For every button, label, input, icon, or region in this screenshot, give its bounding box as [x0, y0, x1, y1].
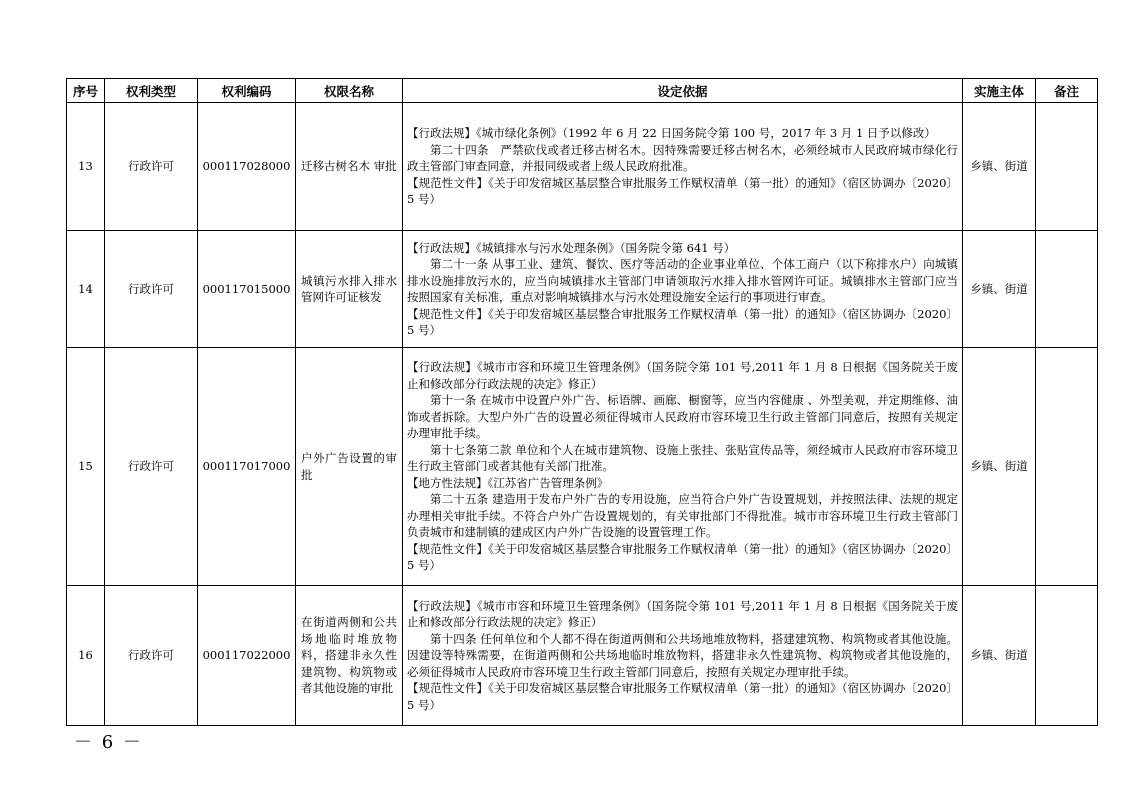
cell-body: 乡镇、街道 — [963, 103, 1036, 231]
table-row — [67, 586, 1098, 726]
basis-paragraph: 【行政法规】《城镇排水与污水处理条例》（国务院令第 641 号） — [407, 240, 736, 255]
cell-body: 乡镇、街道 — [963, 586, 1036, 726]
basis-paragraph: 【行政法规】《城市绿化条例》（1992 年 6 月 22 日国务院令第 100 号，2017 年 3 月 1 日予以修改） — [407, 126, 936, 141]
table-row — [67, 348, 1098, 586]
basis-paragraph: 【规范性文件】《关于印发宿城区基层整合审批服务工作赋权清单（第一批）的通知》（宿区协调办〔2020〕5 号） — [407, 541, 958, 573]
cell-name: 城镇污水排入排水管网许可证核发 — [296, 231, 403, 348]
cell-name: 户外广告设置的审批 — [296, 348, 403, 586]
header-body: 实施主体 — [963, 79, 1036, 103]
header-basis: 设定依据 — [403, 79, 963, 103]
header-index: 序号 — [67, 79, 105, 103]
cell-remark — [1036, 103, 1098, 231]
page-number: － 6 － — [74, 732, 143, 753]
basis-paragraph: 第二十一条 从事工业、建筑、餐饮、医疗等活动的企业事业单位、个体工商户（以下称排水户）向城镇排水设施排放污水的，应当向城镇排水主管部门申请领取污水排入排水管网许可证。城镇排水主管部门应当按照国家有关标准，重点对影响城镇排水与污水处理设施安全运行的事项进行审查。 — [407, 257, 958, 304]
header-code: 权利编码 — [198, 79, 296, 103]
cell-remark — [1036, 348, 1098, 586]
cell-type: 行政许可 — [105, 103, 198, 231]
basis-paragraph: 第十七条第二款 单位和个人在城市建筑物、设施上张挂、张贴宣传品等，须经城市人民政府市容环境卫生行政主管部门或者其他有关部门批准。 — [407, 442, 958, 474]
cell-index: 15 — [67, 348, 105, 586]
basis-paragraph: 【规范性文件】《关于印发宿城区基层整合审批服务工作赋权清单（第一批）的通知》（宿区协调办〔2020〕5 号） — [407, 175, 958, 207]
cell-body: 乡镇、街道 — [963, 348, 1036, 586]
basis-paragraph: 第十四条 任何单位和个人都不得在街道两侧和公共场地堆放物料，搭建建筑物、构筑物或者其他设施。因建设等特殊需要，在街道两侧和公共场地临时堆放物料，搭建非永久性建筑物、构筑物或者其他设施的，必须征得城市人民政府市容环境卫生行政主管部门同意后，按照有关规定办理审批手续。 — [407, 631, 958, 679]
cell-code: 000117022000 — [198, 586, 296, 726]
cell-index: 16 — [67, 586, 105, 726]
header-name: 权限名称 — [296, 79, 403, 103]
cell-basis — [403, 348, 963, 586]
cell-body: 乡镇、街道 — [963, 231, 1036, 348]
cell-basis — [403, 586, 963, 726]
table-header-row — [67, 79, 1098, 103]
cell-code: 000117028000 — [198, 103, 296, 231]
cell-basis — [403, 103, 963, 231]
cell-index: 14 — [67, 231, 105, 348]
basis-paragraph: 【行政法规】《城市市容和环境卫生管理条例》（国务院令第 101 号,2011 年 1 月 8 日根据《国务院关于废止和修改部分行政法规的决定》修正） — [407, 598, 958, 630]
cell-type: 行政许可 — [105, 586, 198, 726]
cell-name: 在街道两侧和公共场地临时堆放物料，搭建非永久性建筑物、构筑物或者其他设施的审批 — [296, 586, 403, 726]
basis-paragraph: 第二十五条 建造用于发布户外广告的专用设施，应当符合户外广告设置规划，并按照法律、法规的规定办理相关审批手续。不符合户外广告设置规划的，有关审批部门不得批准。城市市容环境卫生行政主管部门负责城市和建制镇的建成区内户外广告设施的设置管理工作。 — [407, 492, 958, 540]
cell-name: 迁移古树名木 审批 — [296, 103, 403, 231]
basis-paragraph: 【行政法规】《城市市容和环境卫生管理条例》（国务院令第 101 号,2011 年 1 月 8 日根据《国务院关于废止和修改部分行政法规的决定》修正） — [407, 360, 958, 391]
cell-code: 000117015000 — [198, 231, 296, 348]
cell-type: 行政许可 — [105, 348, 198, 586]
cell-index: 13 — [67, 103, 105, 231]
table-row — [67, 103, 1098, 231]
cell-code: 000117017000 — [198, 348, 296, 586]
cell-type: 行政许可 — [105, 231, 198, 348]
table-row — [67, 231, 1098, 348]
basis-paragraph: 【地方性法规】《江苏省广告管理条例》 — [407, 475, 609, 490]
basis-paragraph: 【规范性文件】《关于印发宿城区基层整合审批服务工作赋权清单（第一批）的通知》（宿区协调办〔2020〕5 号） — [407, 306, 958, 337]
authority-list-table — [66, 78, 1098, 726]
cell-remark — [1036, 586, 1098, 726]
header-remark: 备注 — [1036, 79, 1098, 103]
cell-basis — [403, 231, 963, 348]
basis-paragraph: 第十一条 在城市中设置户外广告、标语牌、画廊、橱窗等，应当内容健康 、外型美观，并定期维修、油饰或者拆除。大型户外广告的设置必须征得城市人民政府市容环境卫生行政主管部门同意后，按照有关规定办理审批手续。 — [407, 393, 958, 441]
header-type: 权利类型 — [105, 79, 198, 103]
basis-paragraph: 第二十四条 严禁砍伐或者迁移古树名木。因特殊需要迁移古树名木，必须经城市人民政府城市绿化行政主管部门审查同意，并报同级或者上级人民政府批准。 — [407, 142, 958, 174]
basis-paragraph: 【规范性文件】《关于印发宿城区基层整合审批服务工作赋权清单（第一批）的通知》（宿区协调办〔2020〕5 号） — [407, 681, 958, 712]
cell-remark — [1036, 231, 1098, 348]
